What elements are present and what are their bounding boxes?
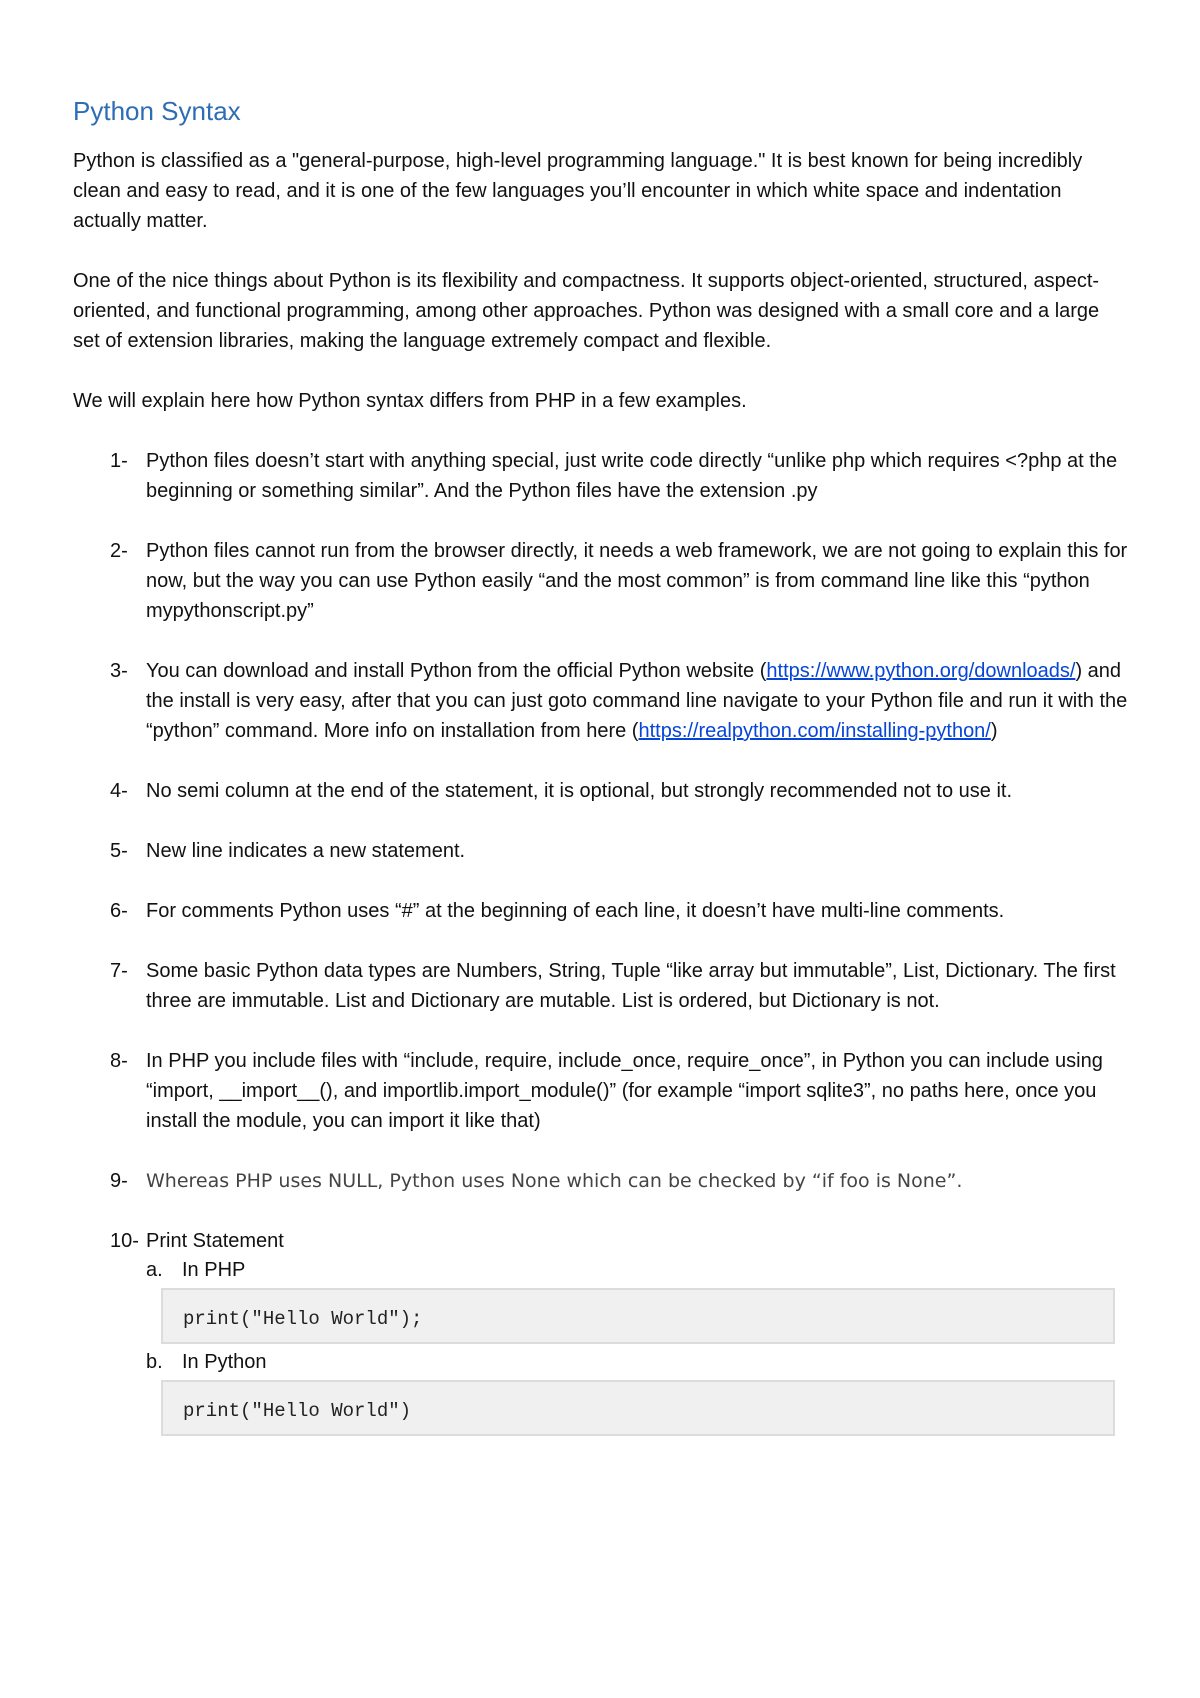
python-downloads-link[interactable]: https://www.python.org/downloads/	[766, 660, 1076, 682]
list-item-text-part: You can download and install Python from the official Python website (	[146, 660, 767, 682]
list-item	[73, 446, 1128, 506]
print-examples-list	[146, 1348, 1128, 1376]
page-title: Python Syntax	[73, 96, 241, 126]
realpython-install-link[interactable]: https://realpython.com/installing-python/	[638, 720, 991, 742]
intro-paragraph: Python is classified as a "general-purpose, high-level programming language." It is best known for being incredibly clean and easy to read, and it is one of the few languages you’ll encounter in which white space and indentation actually matter.	[73, 150, 1083, 232]
list-item-text: In PHP you include files with “include, require, include_once, require_once”, in Python you can include using “import, __import__(), and importlib.import_module()” (for example “import sqlite3”, no paths here, once you install the module, you can import it like that)	[146, 1050, 1103, 1132]
list-item	[73, 656, 1128, 746]
list-item	[73, 536, 1128, 626]
list-item-text: For comments Python uses “#” at the beginning of each line, it doesn’t have multi-line comments.	[146, 900, 1005, 922]
sub-list-label: In Python	[182, 1351, 267, 1373]
list-item-text: Some basic Python data types are Numbers, String, Tuple “like array but immutable”, List, Dictionary. The first three are immutable. List and Dictionary are mutable. List is ordered, but Dictionary is not.	[146, 960, 1116, 1012]
list-item-text	[146, 660, 1127, 742]
php-code-block: print("Hello World");	[161, 1288, 1115, 1344]
list-item-text: Print Statement	[146, 1230, 284, 1252]
list-item	[73, 1166, 1128, 1196]
list-item-number: 4-	[110, 780, 128, 802]
sub-list-item	[146, 1348, 1128, 1376]
list-item-number: 2-	[110, 540, 128, 562]
list-item	[73, 836, 1128, 866]
list-item-text: Whereas PHP uses NULL, Python uses None which can be checked by “if foo is None”.	[146, 1170, 963, 1192]
list-item-number: 3-	[110, 660, 128, 682]
list-item-text-part: ) and the install is very easy, after that you can just goto command line navigate to your Python file and run it with the “python” command. More info on installation from here (	[146, 660, 1128, 742]
list-item-number: 5-	[110, 840, 128, 862]
list-item-text: Python files doesn’t start with anything special, just write code directly “unlike php which requires <?php at the beginning or something similar”. And the Python files have the extension .py	[146, 450, 1118, 502]
flexibility-paragraph: One of the nice things about Python is its flexibility and compactness. It supports object-oriented, structured, aspect-oriented, and functional programming, among other approaches. Python was designed with a small core and a large set of extension libraries, making the language extremely compact and flexible.	[73, 270, 1100, 352]
list-item-number: 8-	[110, 1050, 128, 1072]
list-item	[73, 896, 1128, 926]
list-item-text: New line indicates a new statement.	[146, 840, 466, 862]
list-item-number: 9-	[110, 1170, 128, 1192]
differences-list	[73, 446, 1128, 1436]
list-item-number: 10-	[110, 1230, 139, 1252]
list-item	[73, 1046, 1128, 1136]
list-item	[73, 956, 1128, 1016]
list-item	[73, 776, 1128, 806]
list-item-text: No semi column at the end of the statement, it is optional, but strongly recommended not to use it.	[146, 780, 1013, 802]
python-code-block: print("Hello World")	[161, 1380, 1115, 1436]
list-item-text: Python files cannot run from the browser directly, it needs a web framework, we are not going to explain this for now, but the way you can use Python easily “and the most common” is from command line like this “python mypythonscript.py”	[146, 540, 1128, 622]
sub-list-item	[146, 1256, 1128, 1284]
list-item-number: 7-	[110, 960, 128, 982]
sub-list-letter: a.	[146, 1259, 163, 1281]
print-examples-list	[146, 1256, 1128, 1284]
sub-list-letter: b.	[146, 1351, 163, 1373]
examples-intro-paragraph: We will explain here how Python syntax differs from PHP in a few examples.	[73, 390, 747, 412]
list-item-text-part: )	[990, 720, 998, 742]
sub-list-label: In PHP	[182, 1259, 246, 1281]
list-item-number: 6-	[110, 900, 128, 922]
list-item	[73, 1226, 1128, 1436]
list-item-number: 1-	[110, 450, 128, 472]
